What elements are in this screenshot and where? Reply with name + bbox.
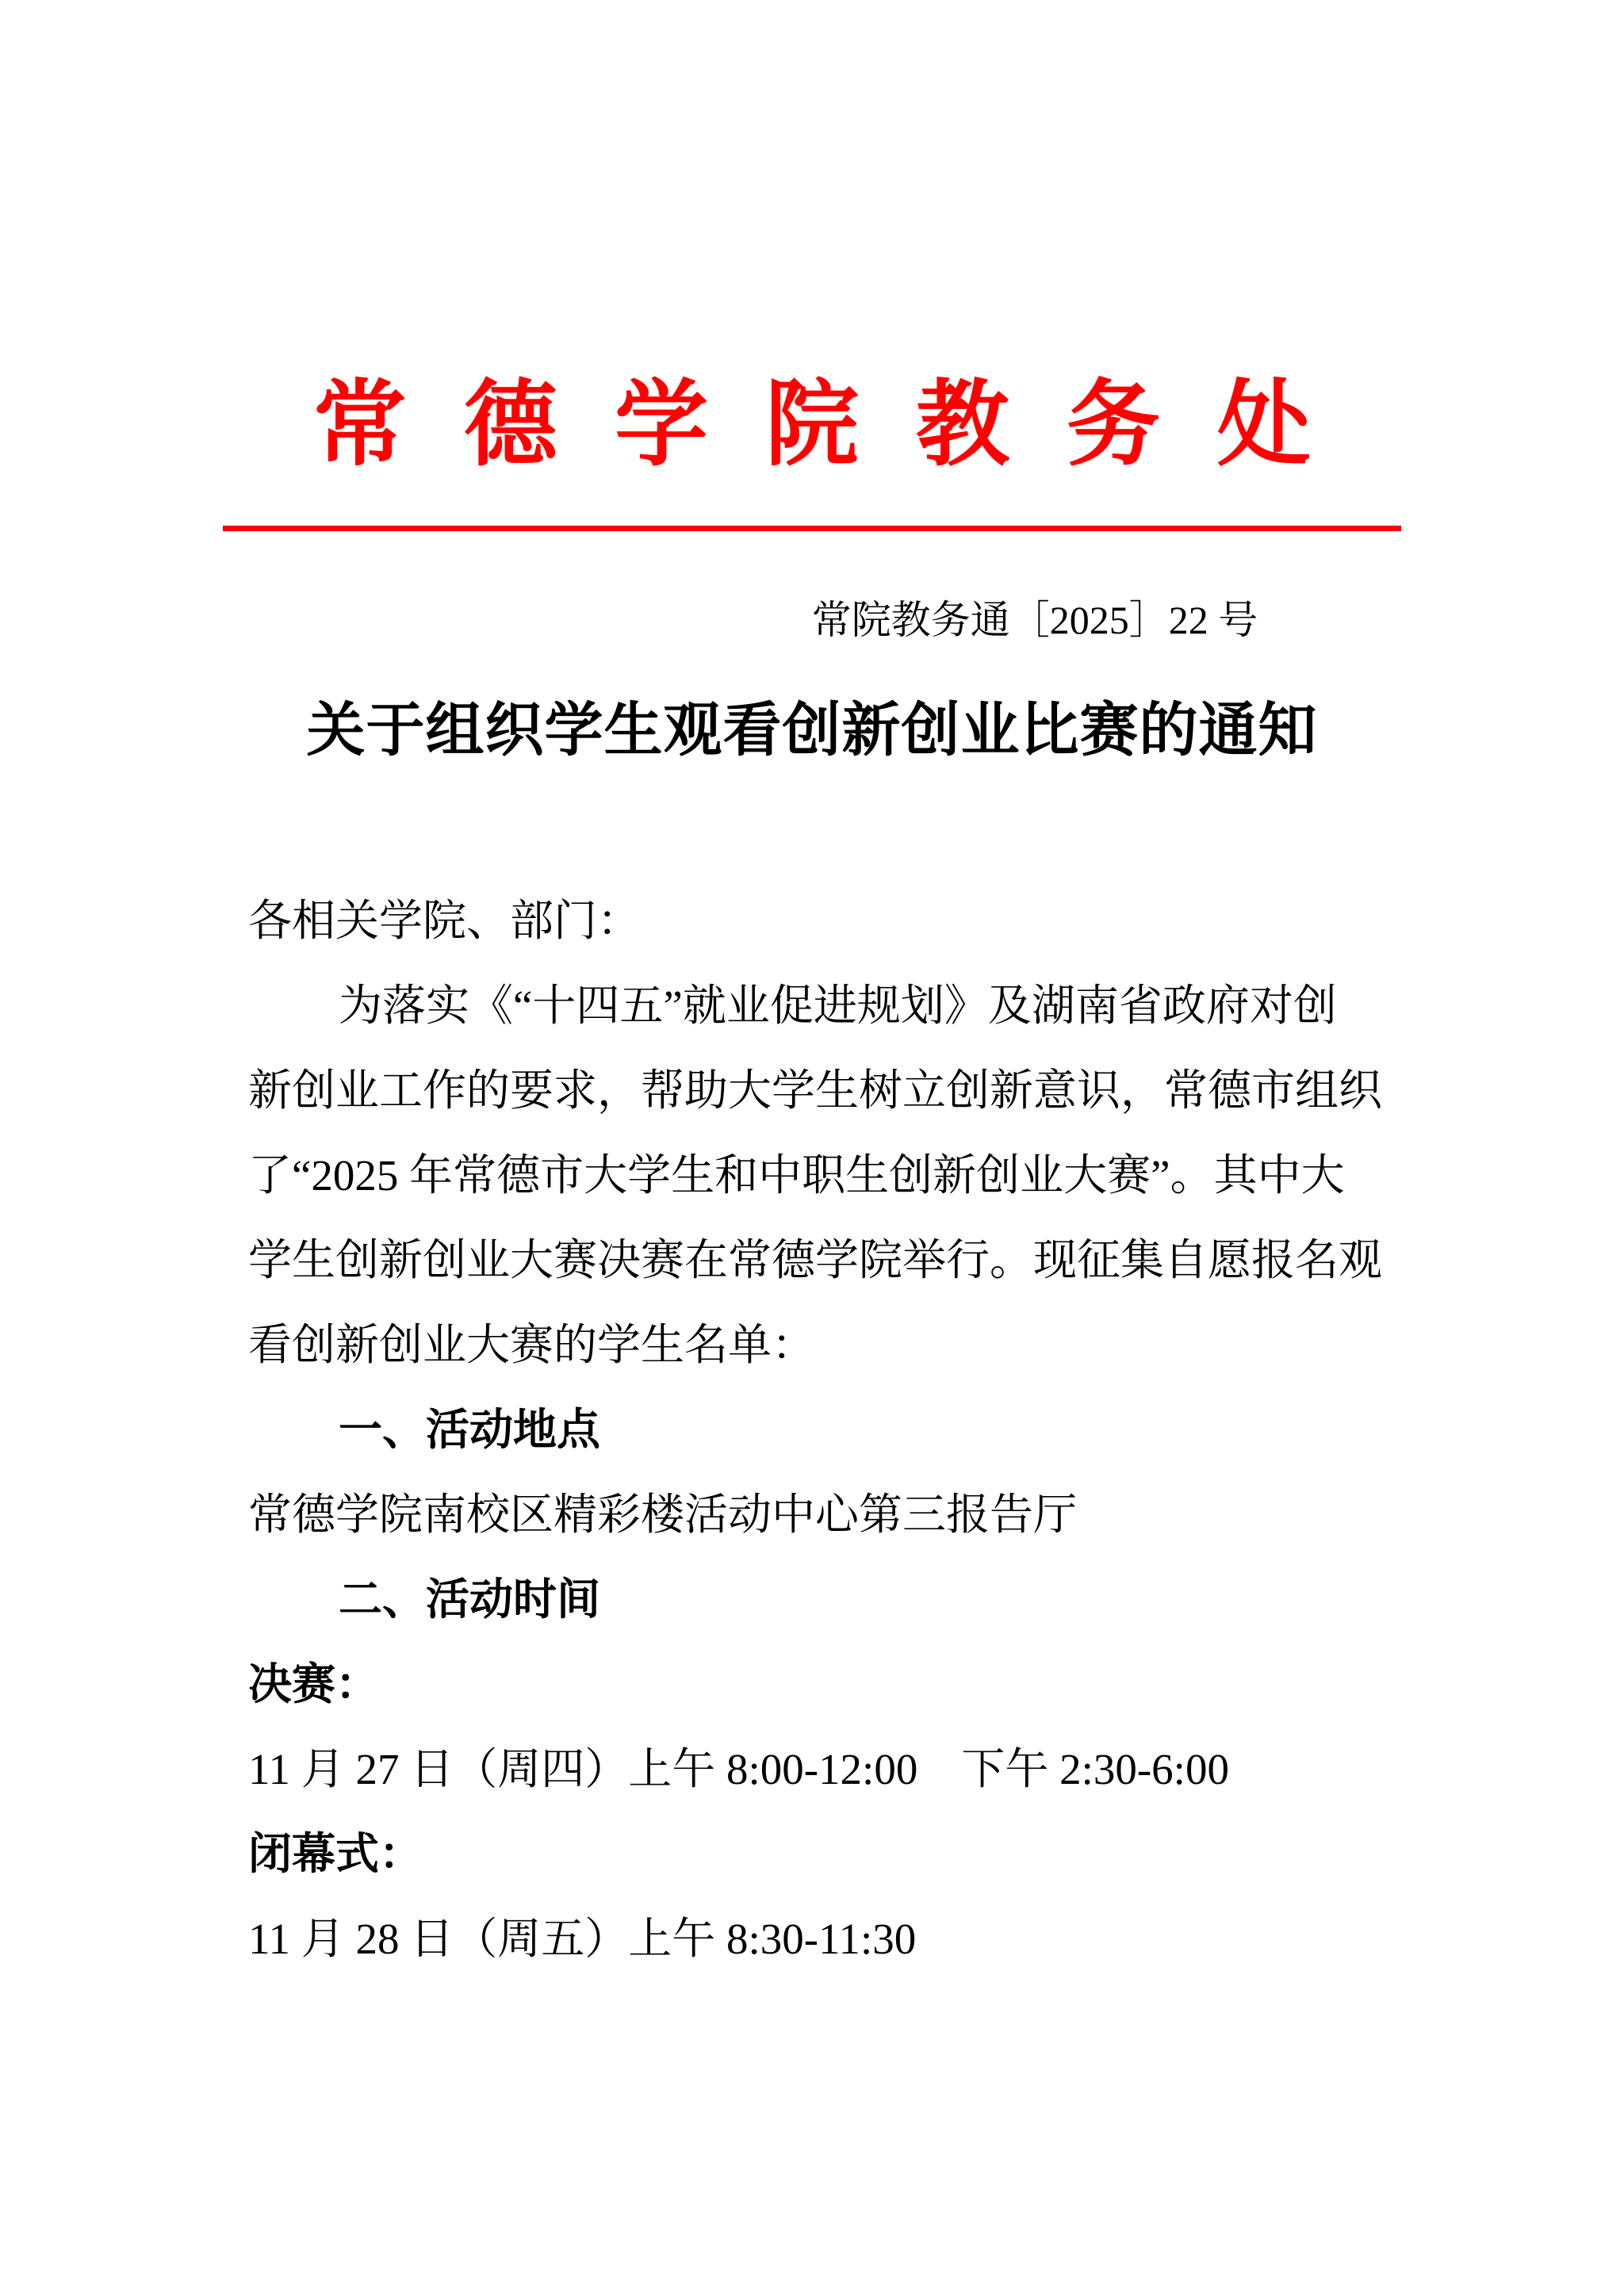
body-line: 新创业工作的要求，帮助大学生树立创新意识，常德市组织 (248, 1066, 1383, 1115)
finals-time-line: 11 月 27 日（周四）上午 8:00-12:00 下午 2:30-6:00 (248, 1745, 1229, 1793)
body-line: 了“2025 年常德市大学生和中职生创新创业大赛”。其中大 (248, 1151, 1345, 1200)
body-line: 学生创新创业大赛决赛在常德学院举行。现征集自愿报名观 (248, 1236, 1383, 1284)
salutation-line: 各相关学院、部门： (248, 897, 642, 945)
section-heading-activity-location: 一、活动地点 (339, 1406, 601, 1454)
letterhead-divider-line (223, 526, 1401, 531)
closing-ceremony-label: 闭幕式： (248, 1830, 423, 1878)
activity-location-line: 常德学院南校区精彩楼活动中心第三报告厅 (248, 1490, 1078, 1539)
document-number: 常院教务通［2025］22 号 (811, 598, 1258, 642)
body-line: 看创新创业大赛的学生名单： (248, 1321, 816, 1369)
body-line: 为落实《“十四五”就业促进规划》及湖南省政府对创 (339, 982, 1337, 1030)
closing-ceremony-time-line: 11 月 28 日（周五）上午 8:30-11:30 (248, 1915, 917, 1963)
section-heading-activity-time: 二、活动时间 (339, 1575, 601, 1624)
finals-label: 决赛： (248, 1660, 380, 1709)
letterhead-org-title: 常德学院教务处 (312, 373, 1368, 477)
notice-body (248, 878, 1454, 1981)
notice-title: 关于组织学生观看创新创业比赛的通知 (306, 697, 1318, 763)
